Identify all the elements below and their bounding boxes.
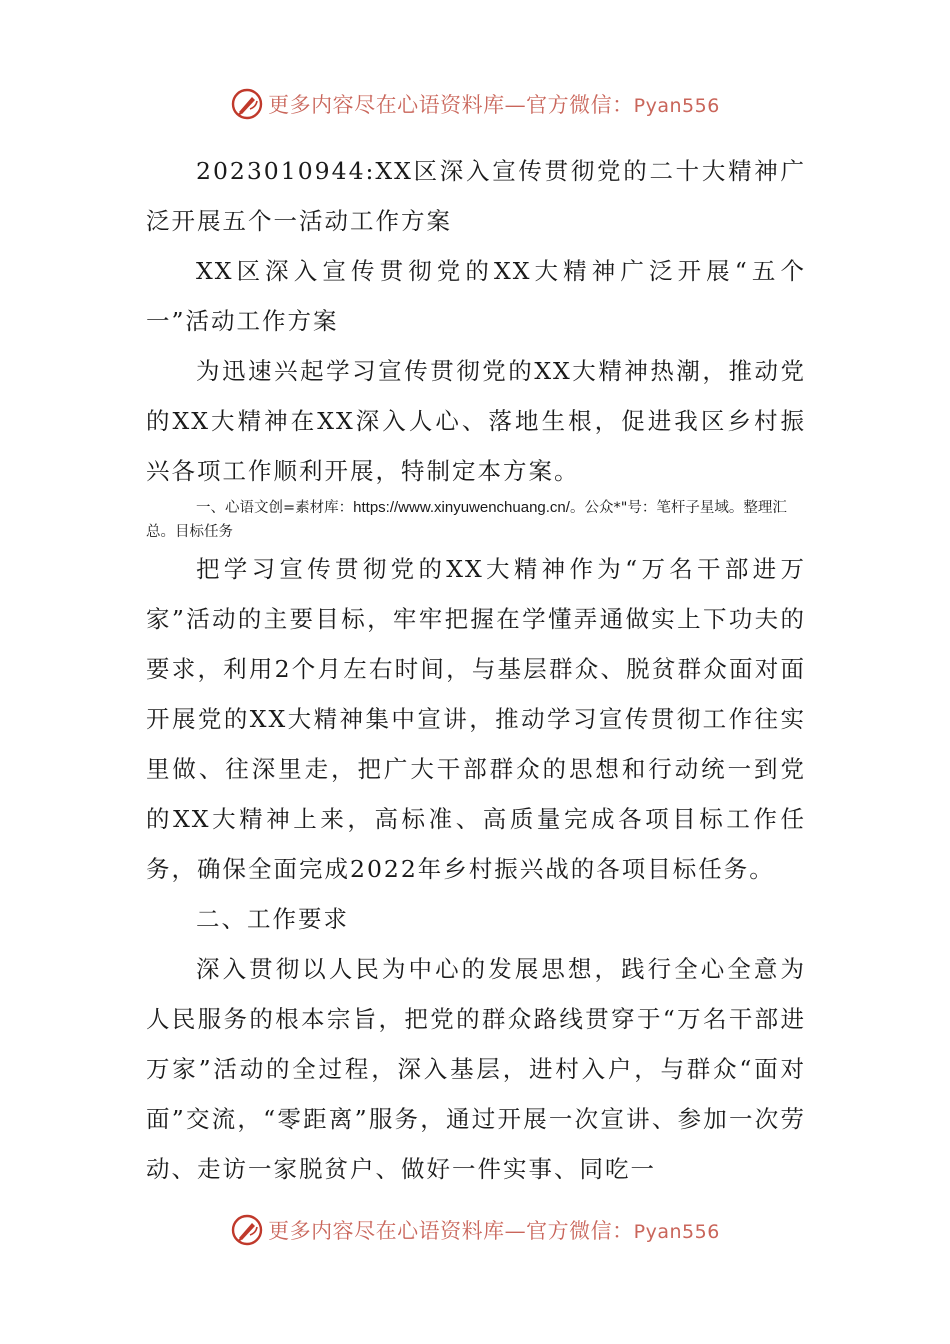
document-title: 2023010944:XX区深入宣传贯彻党的二十大精神广泛开展五个一活动工作方案 [146, 157, 806, 235]
source-note-prefix: 一、心语文创=素材库： [196, 500, 354, 516]
pen-seal-icon [230, 87, 264, 121]
watermark-text-cn: 更多内容尽在心语资料库—官方微信： [268, 93, 634, 117]
section-heading-requirements: 二、工作要求 [196, 905, 349, 933]
watermark-text [268, 1215, 720, 1245]
document-body [146, 146, 806, 1194]
source-note-url: https://www.xinyuwenchuang.cn/ [353, 499, 570, 516]
source-note-suffix: 。公众*"号：笔杆子星域。整理汇总。目标任务 [146, 500, 787, 540]
intro-paragraph: 为迅速兴起学习宣传贯彻党的XX大精神热潮，推动党的XX大精神在XX深入人心、落地生根，促进我区乡村振兴各项工作顺利开展，特制定本方案。 [146, 357, 806, 485]
requirements-paragraph: 深入贯彻以人民为中心的发展思想，践行全心全意为人民服务的根本宗旨，把党的群众路线贯穿于“万名干部进万家”活动的全过程，深入基层，进村入户，与群众“面对面”交流，“零距离”服务，通过开展一次宣讲、参加一次劳动、走访一家脱贫户、做好一件实事、同吃一 [146, 955, 806, 1183]
watermark-banner-bottom [0, 1210, 950, 1250]
pen-seal-icon [230, 1213, 264, 1247]
source-note [146, 496, 806, 544]
watermark-text-cn: 更多内容尽在心语资料库—官方微信： [268, 1219, 634, 1243]
watermark-text [268, 89, 720, 119]
watermark-banner-top [0, 84, 950, 124]
watermark-wechat-id: Pyan556 [633, 1221, 720, 1243]
goal-paragraph: 把学习宣传贯彻党的XX大精神作为“万名干部进万家”活动的主要目标，牢牢把握在学懂弄通做实上下功夫的要求，利用2个月左右时间，与基层群众、脱贫群众面对面开展党的XX大精神集中宣讲，推动学习宣传贯彻工作往实里做、往深里走，把广大干部群众的思想和行动统一到党的XX大精神上来，高标准、高质量完成各项目标工作任务，确保全面完成2022年乡村振兴战的各项目标任务。 [146, 555, 806, 883]
document-subtitle: XX区深入宣传贯彻党的XX大精神广泛开展“五个一”活动工作方案 [146, 257, 806, 335]
watermark-wechat-id: Pyan556 [633, 95, 720, 117]
